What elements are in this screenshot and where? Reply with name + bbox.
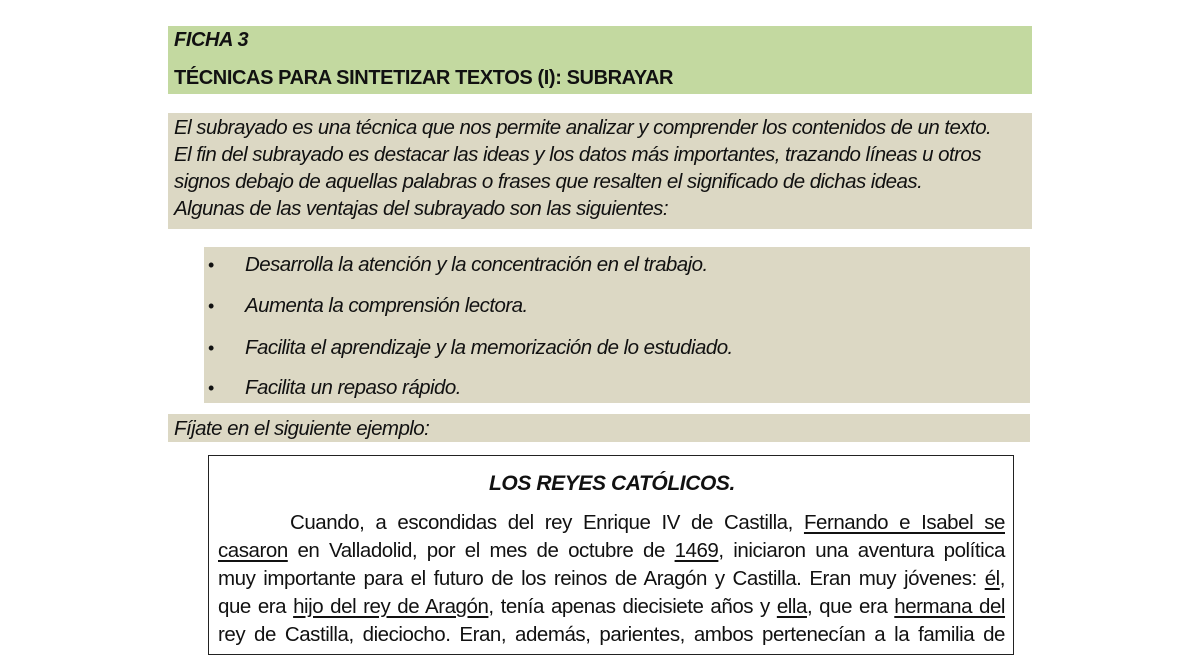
intro-line: signos debajo de aquellas palabras o frases que resalten el significado de dichas ideas. xyxy=(174,170,923,193)
text-run: que era xyxy=(218,595,287,618)
text-run: muy importante para el futuro de los reinos de Aragón y Castilla. Eran muy jóvenes: xyxy=(218,567,977,590)
list-item xyxy=(204,332,1030,362)
list-item-text: Facilita el aprendizaje y la memorización de lo estudiado. xyxy=(245,336,733,359)
text-run: , tenía apenas diecisiete años y xyxy=(488,595,770,618)
intro-section xyxy=(168,113,1032,229)
bullet-icon: • xyxy=(208,296,215,316)
list-item-text: Aumenta la comprensión lectora. xyxy=(245,294,528,317)
underlined-text: hermana del xyxy=(894,595,1006,618)
list-item xyxy=(204,249,1030,279)
list-item-text: Desarrolla la atención y la concentración en el trabajo. xyxy=(245,253,708,276)
paragraph-line xyxy=(218,565,1005,593)
header-band xyxy=(168,26,1032,94)
underlined-text: él xyxy=(984,567,1000,590)
example-text-box xyxy=(208,455,1014,655)
example-title: LOS REYES CATÓLICOS. xyxy=(489,472,735,495)
paragraph-line xyxy=(218,509,1005,537)
worksheet-title: TÉCNICAS PARA SINTETIZAR TEXTOS (I): SUBRAYAR xyxy=(174,67,674,89)
underlined-text: hijo del rey de Aragón xyxy=(293,595,489,618)
advantages-list xyxy=(204,247,1030,403)
list-item xyxy=(204,372,1030,402)
intro-line: El subrayado es una técnica que nos permite analizar y comprender los contenidos de un texto. xyxy=(174,116,992,139)
example-prompt-band xyxy=(168,414,1030,442)
paragraph-line xyxy=(218,537,1005,565)
paragraph-line xyxy=(218,593,1005,621)
underlined-text: casaron xyxy=(218,539,288,562)
example-prompt: Fíjate en el siguiente ejemplo: xyxy=(174,417,430,440)
underlined-text: ella xyxy=(776,595,807,618)
text-run: en Valladolid, por el mes de octubre de xyxy=(297,539,665,562)
intro-line: El fin del subrayado es destacar las ideas y los datos más importantes, trazando líneas u otros xyxy=(174,143,981,166)
paragraph-line xyxy=(218,621,1005,649)
bullet-icon: • xyxy=(208,255,215,275)
list-item-text: Facilita un repaso rápido. xyxy=(245,376,461,399)
text-run: , que era xyxy=(806,595,888,618)
text-run: , iniciaron una aventura política xyxy=(718,539,1005,562)
example-paragraph xyxy=(218,509,1005,649)
text-run: rey de Castilla, dieciocho. Eran, además, parientes, ambos pertenecían a la familia de xyxy=(218,623,1005,646)
text-run: Cuando, a escondidas del rey Enrique IV de Castilla, xyxy=(290,511,793,534)
underlined-text: 1469 xyxy=(674,539,719,562)
bullet-icon: • xyxy=(208,338,215,358)
intro-line: Algunas de las ventajas del subrayado son las siguientes: xyxy=(174,197,669,220)
list-item xyxy=(204,290,1030,320)
worksheet-number: FICHA 3 xyxy=(174,29,249,51)
bullet-icon: • xyxy=(208,378,215,398)
text-run: , xyxy=(999,567,1005,590)
underlined-text: Fernando e Isabel se xyxy=(803,511,1005,534)
